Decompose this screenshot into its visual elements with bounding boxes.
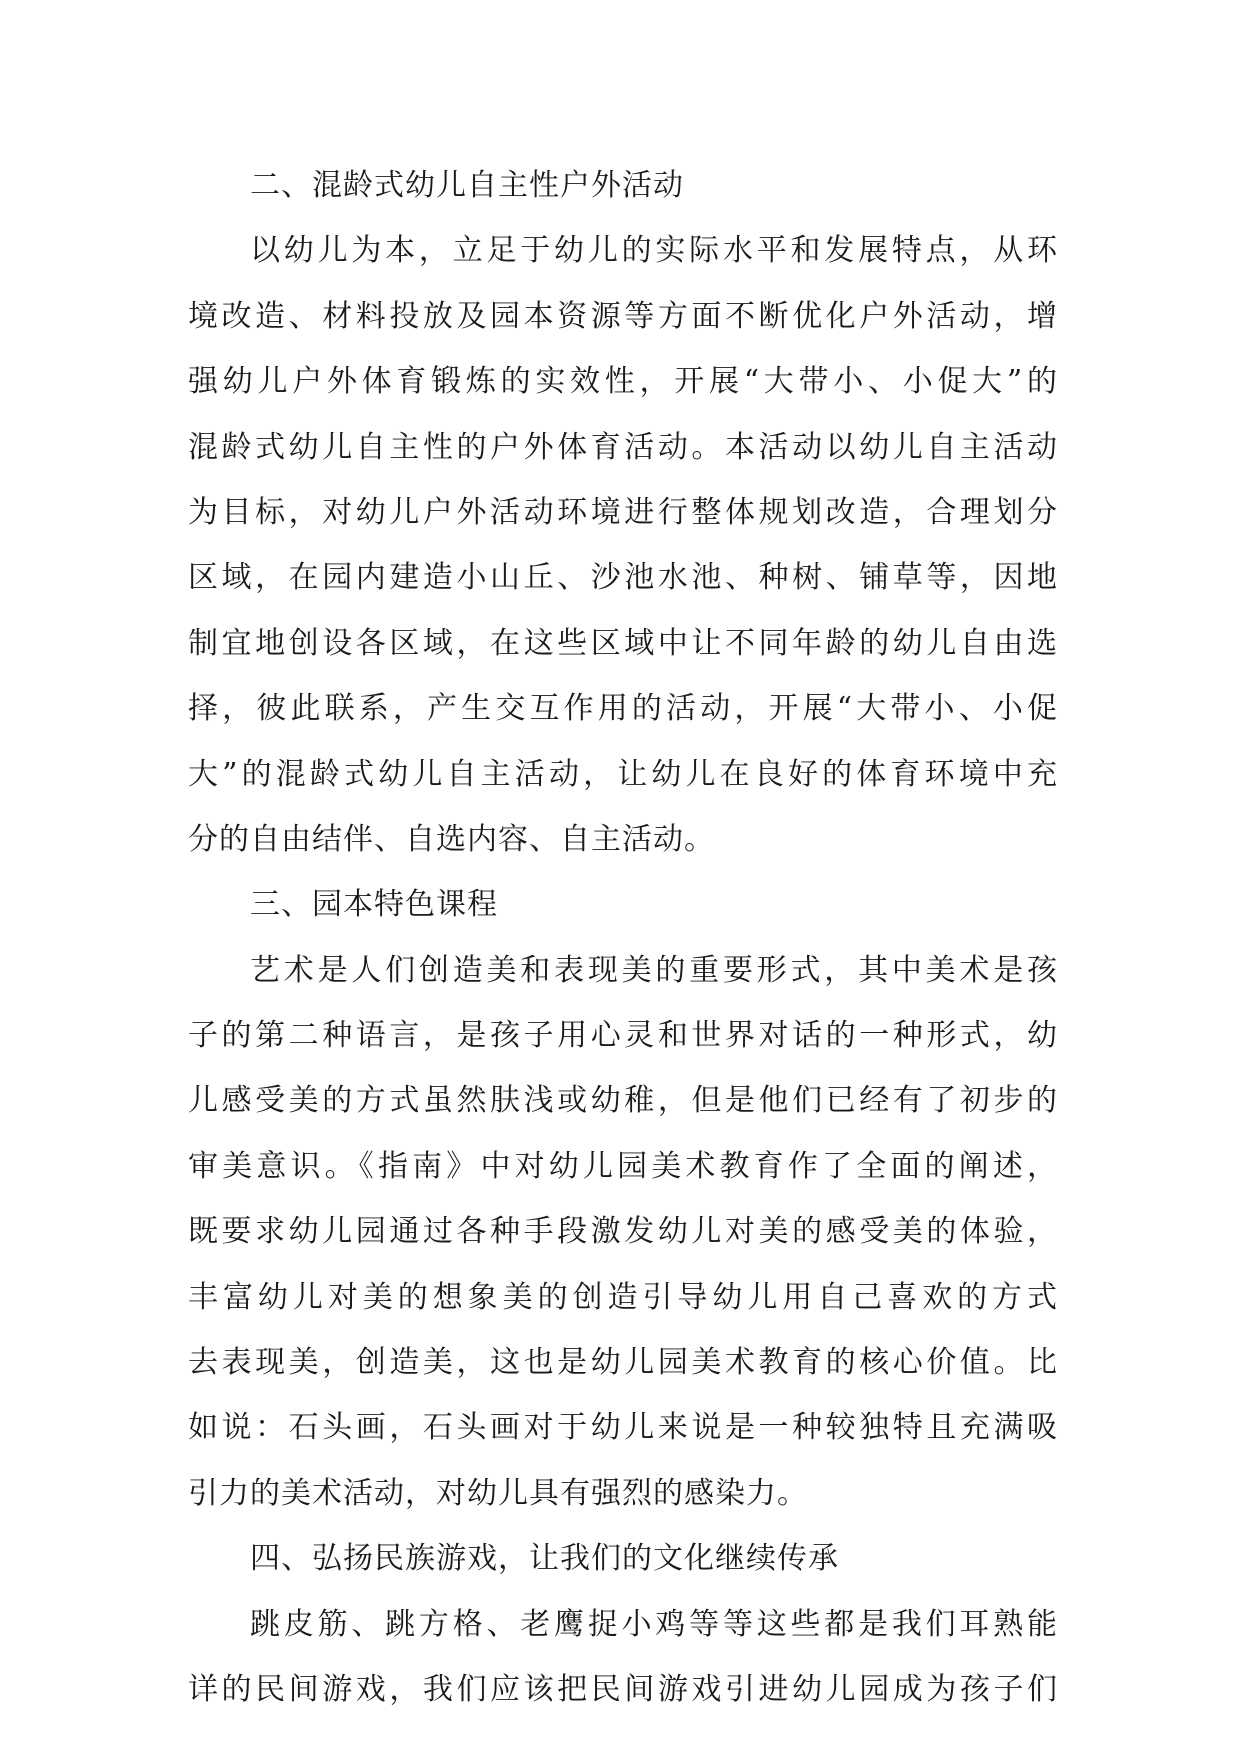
- paragraph-line: 去表现美，创造美，这也是幼儿园美术教育的核心价值。比: [188, 1345, 1058, 1381]
- section-heading-3: 三、园本特色课程: [250, 887, 498, 923]
- paragraph-line: 大”的混龄式幼儿自主活动，让幼儿在良好的体育环境中充: [188, 756, 1058, 792]
- paragraph-line: 强幼儿户外体育锻炼的实效性，开展“大带小、小促大”的: [188, 364, 1058, 400]
- paragraph-line: 区域，在园内建造小山丘、沙池水池、种树、铺草等，因地: [188, 560, 1058, 596]
- paragraph-line: 审美意识。《指南》中对幼儿园美术教育作了全面的阐述，: [188, 1148, 1058, 1184]
- paragraph-line: 引力的美术活动，对幼儿具有强烈的感染力。: [188, 1475, 808, 1511]
- section-heading-2: 二、混龄式幼儿自主性户外活动: [250, 168, 684, 203]
- paragraph-line: 详的民间游戏，我们应该把民间游戏引进幼儿园成为孩子们: [188, 1671, 1058, 1707]
- paragraph-line: 跳皮筋、跳方格、老鹰捉小鸡等等这些都是我们耳熟能: [250, 1606, 1058, 1642]
- paragraph-line: 境改造、材料投放及园本资源等方面不断优化户外活动，增: [188, 298, 1058, 334]
- paragraph-line: 制宜地创设各区域，在这些区域中让不同年龄的幼儿自由选: [188, 625, 1058, 661]
- paragraph-line: 既要求幼儿园通过各种手段激发幼儿对美的感受美的体验，: [188, 1214, 1058, 1250]
- paragraph-line: 混龄式幼儿自主性的户外体育活动。本活动以幼儿自主活动: [188, 429, 1058, 465]
- paragraph-line: 儿感受美的方式虽然肤浅或幼稚，但是他们已经有了初步的: [188, 1083, 1058, 1119]
- section-heading-4: 四、弘扬民族游戏，让我们的文化继续传承: [250, 1541, 839, 1577]
- paragraph-line: 艺术是人们创造美和表现美的重要形式，其中美术是孩: [250, 952, 1058, 988]
- paragraph-line: 为目标，对幼儿户外活动环境进行整体规划改造，合理划分: [188, 494, 1058, 530]
- paragraph-line: 择，彼此联系，产生交互作用的活动，开展“大带小、小促: [188, 691, 1058, 727]
- paragraph-line: 如说：石头画，石头画对于幼儿来说是一种较独特且充满吸: [188, 1410, 1058, 1446]
- paragraph-line: 以幼儿为本，立足于幼儿的实际水平和发展特点，从环: [250, 233, 1058, 269]
- document-page: [188, 153, 1058, 1722]
- paragraph-line: 子的第二种语言，是孩子用心灵和世界对话的一种形式，幼: [188, 1018, 1058, 1054]
- paragraph-line: 丰富幼儿对美的想象美的创造引导幼儿用自己喜欢的方式: [188, 1279, 1058, 1315]
- paragraph-line: 分的自由结伴、自选内容、自主活动。: [188, 821, 715, 857]
